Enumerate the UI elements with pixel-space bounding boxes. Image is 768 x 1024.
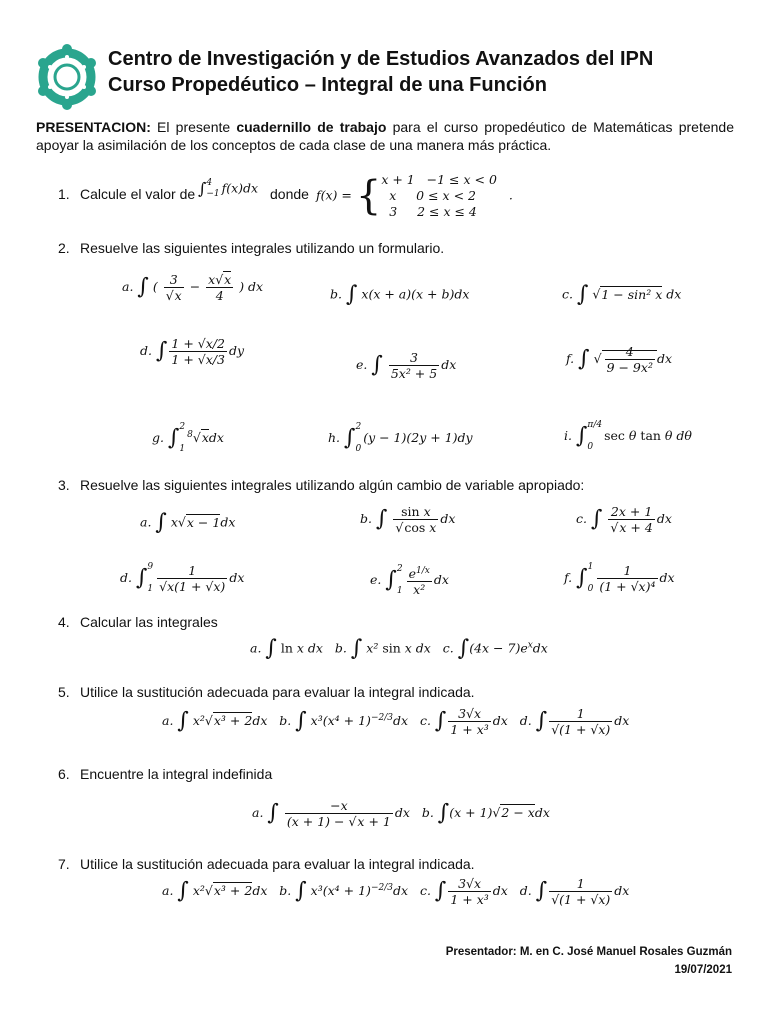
question-7: 7. Utilice la sustitución adecuada para evaluar la integral indicada. <box>58 856 475 872</box>
q2-item-e: e. ∫ $\frac{3}{\text{5x² + 5}}$ dx <box>356 350 457 381</box>
piecewise-function: f(x) = { x + 1 −1 ≤ x < 0 x 0 ≤ x < 2 3 2 ≤ x ≤ 4 . <box>316 172 513 219</box>
question-6: 6. Encuentre la integral indefinida <box>58 766 273 782</box>
question-2: 2. Resuelve las siguientes integrales utilizando un formulario. <box>58 240 445 256</box>
q5-integrals: a. ∫ x²√x³ + 2dx b. ∫ $x^3(x^4 + 1)^{-2/3}dx$ c. ∫ $\frac{3√x}{\text{1 + x³}}$ dx d. ∫ $\frac{1}{√(1 + √x)}$ dx <box>162 706 630 737</box>
question-1-donde: donde <box>270 186 309 202</box>
q2-item-a: a. ∫ ( $\frac{3}{√x}$ − $\frac{x√x}{4}$ ) dx <box>122 272 264 303</box>
q3-item-c: c. ∫ $\frac{2x + 1}{√x + 4}$ dx <box>576 504 672 535</box>
page-title: Centro de Investigación y de Estudios Avanzados del IPN <box>108 48 654 70</box>
question-1-math: ∫4 −1 f(x)dx <box>198 178 259 199</box>
q6-integrals: a. ∫ $\frac{-x}{(x + 1) - √x + 1}$ dx b. ∫(x + 1)√2 − xdx <box>252 798 550 829</box>
question-4: 4. Calcular las integrales <box>58 614 218 630</box>
q2-item-d: d. ∫ $\frac{1 + √x/2}{1 + √x/3}$ dy <box>140 336 245 367</box>
q2-item-i: i. ∫π/4 0sec θ tan θ dθ <box>564 420 692 452</box>
document-date: 19/07/2021 <box>674 964 732 976</box>
q4-integrals: a. ∫ ln x dx b. ∫ x² sin x dx c. $\int(4x - 7)e^xdx$ <box>250 636 548 661</box>
q2-item-g: g. ∫2 $1^8√xdx$ <box>152 422 224 454</box>
q3-item-a: a. ∫ x√x − 1dx <box>140 510 236 535</box>
question-1: 1. Calcule el valor de <box>58 186 196 202</box>
q3-item-f: f. ∫1 0 $\frac{1}{\text{(1 + √x)⁴}}$ dx <box>564 562 675 594</box>
intro-bold: cuadernillo de trabajo <box>236 119 387 135</box>
q3-item-b: b. ∫ $\frac{\text{sin x}}{\text{√cos x}}$ dx <box>360 504 456 535</box>
q3-item-e: e. ∫2 1 $\frac{e^{1/x}}{\text{x²}}$ dx <box>370 564 449 598</box>
q2-item-h: h. ∫2 0(y − 1)(2y + 1)dy <box>328 422 473 454</box>
q3-item-d: d. ∫9 1 $\frac{1}{√x(1 + √x)}$ dx <box>120 562 245 594</box>
question-5: 5. Utilice la sustitución adecuada para evaluar la integral indicada. <box>58 684 475 700</box>
question-3: 3. Resuelve las siguientes integrales utilizando algún cambio de variable apropiado: <box>58 477 585 493</box>
intro-paragraph: PRESENTACION: El presente cuadernillo de trabajo para el curso propedéutico de Matemáticas pretende apoyar la asimilación de los conceptos de cada clase de una manera más práctica. <box>36 119 734 153</box>
page-subtitle: Curso Propedéutico – Integral de una Función <box>108 74 547 96</box>
q7-integrals: a. ∫ x²√x³ + 2dx b. ∫ $x^3(x^4 + 1)^{-2/3}dx$ c. ∫ $\frac{3√x}{\text{1 + x³}}$ dx d. ∫ $\frac{1}{√(1 + √x)}$ dx <box>162 876 630 907</box>
q2-item-f: f. ∫ √ $\frac{4}{\text{9 − 9x²}}$ dx <box>566 344 673 375</box>
cinvestav-logo <box>36 44 98 110</box>
q2-item-b: b. ∫ x(x + a)(x + b)dx <box>330 282 470 307</box>
intro-label: PRESENTACION: <box>36 119 151 135</box>
q2-item-c: c. ∫ √1 − sin² x dx <box>562 282 682 307</box>
presenter-name: Presentador: M. en C. José Manuel Rosales Guzmán <box>445 946 732 958</box>
